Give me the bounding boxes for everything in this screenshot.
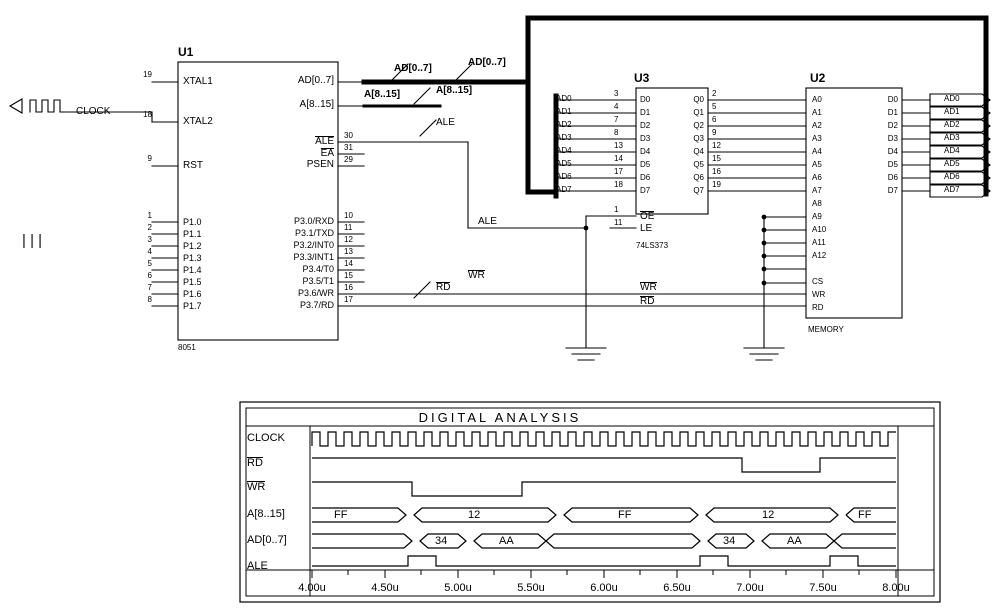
u1-pin-xtal1: XTAL1 bbox=[183, 76, 213, 87]
net-label-wr-2: WR bbox=[640, 282, 657, 293]
u3-pin-num-1: 1 bbox=[614, 205, 619, 214]
time-tick-8: 8.00u bbox=[882, 582, 910, 594]
u3-pin-num-17: 17 bbox=[614, 167, 623, 176]
u1-pin-num-31: 31 bbox=[344, 143, 353, 152]
u1-pin-p31: P3.1/TXD bbox=[294, 228, 334, 238]
u3-pin-num-4: 4 bbox=[614, 102, 619, 111]
u3-pin-le: LE bbox=[640, 223, 653, 234]
u2-pin-a11: A11 bbox=[812, 238, 826, 247]
u3-pin-d7: D7 bbox=[640, 186, 651, 195]
clock-source-label: CLOCK bbox=[76, 106, 111, 117]
net-label-ale-1: ALE bbox=[436, 117, 455, 128]
latch-net-ad5: AD5 bbox=[556, 159, 572, 168]
time-tick-1: 4.50u bbox=[371, 582, 399, 594]
u3-pin-num-15: 15 bbox=[712, 154, 721, 163]
latch-net-ad4: AD4 bbox=[556, 146, 572, 155]
u1-pin-p10: P1.0 bbox=[183, 217, 202, 227]
u2-pin-a6: A6 bbox=[812, 173, 822, 182]
u2-pin-d7: D7 bbox=[887, 186, 898, 195]
u1-pin-num-17: 17 bbox=[344, 295, 353, 304]
time-tick-0: 4.00u bbox=[298, 582, 326, 594]
latch-net-ad3: AD3 bbox=[556, 133, 572, 142]
u1-pin-num-6: 6 bbox=[147, 271, 152, 280]
net-label-ad-1: AD[0..7] bbox=[394, 63, 432, 74]
u3-pin-num-7: 7 bbox=[614, 115, 619, 124]
u1-part: 8051 bbox=[178, 343, 196, 352]
digital-analysis-panel bbox=[240, 402, 940, 602]
u1-pin-p33: P3.3/INT1 bbox=[293, 252, 334, 262]
u3-pin-q3: Q3 bbox=[693, 134, 704, 143]
watermark-bars: | | | bbox=[22, 232, 43, 249]
u3-pin-d6: D6 bbox=[640, 173, 651, 182]
u1-pin-ad07: AD[0..7] bbox=[297, 75, 334, 86]
u2-pin-a7: A7 bbox=[812, 186, 822, 195]
time-tick-6: 7.00u bbox=[736, 582, 764, 594]
net-label-rd-1: RD bbox=[436, 282, 451, 293]
u1-pin-num-16: 16 bbox=[344, 283, 353, 292]
latch-net-ad0: AD0 bbox=[556, 94, 572, 103]
u3-pin-d5: D5 bbox=[640, 160, 651, 169]
net-label-a-2: A[8..15] bbox=[436, 85, 473, 96]
u1-pin-p37: P3.7/RD bbox=[299, 300, 334, 310]
u2-pin-a9: A9 bbox=[812, 212, 822, 221]
u1-pin-ale: ALE bbox=[315, 136, 334, 147]
u1-pin-p30: P3.0/RXD bbox=[293, 216, 334, 226]
u3-pin-q1: Q1 bbox=[693, 108, 704, 117]
u1-pin-p17: P1.7 bbox=[183, 301, 202, 311]
time-tick-3: 5.50u bbox=[517, 582, 545, 594]
time-tick-7: 7.50u bbox=[809, 582, 837, 594]
mem-net-ad2: AD2 bbox=[944, 120, 960, 129]
net-label-a-1: A[8..15] bbox=[364, 89, 401, 100]
bus-value-ad-1: AA bbox=[499, 535, 514, 547]
bus-value-a-3: 12 bbox=[762, 509, 775, 521]
u2-pin-a4: A4 bbox=[812, 147, 822, 156]
u1-pin-num-10: 10 bbox=[344, 211, 353, 220]
u3-pin-num-6: 6 bbox=[712, 115, 717, 124]
u3-part: 74LS373 bbox=[636, 241, 669, 250]
u1-pin-num-12: 12 bbox=[344, 235, 353, 244]
u3-pin-num-14: 14 bbox=[614, 154, 623, 163]
net-label-ale-2: ALE bbox=[478, 216, 497, 227]
wave-label-clock: CLOCK bbox=[247, 432, 285, 444]
net-label-rd-2: RD bbox=[640, 296, 655, 307]
u1-pin-xtal2: XTAL2 bbox=[183, 116, 213, 127]
latch-net-ad7: AD7 bbox=[556, 185, 572, 194]
u1-pin-num-7: 7 bbox=[147, 283, 152, 292]
u2-pin-d0: D0 bbox=[887, 95, 898, 104]
bus-value-ad-0: 34 bbox=[435, 535, 448, 547]
u3-pin-num-3: 3 bbox=[614, 89, 619, 98]
mem-net-ad3: AD3 bbox=[944, 133, 960, 142]
u1-pin-num-14: 14 bbox=[344, 259, 353, 268]
u1-pin-num-19: 19 bbox=[143, 70, 152, 79]
u3-pin-d3: D3 bbox=[640, 134, 651, 143]
bus-value-ad-3: AA bbox=[787, 535, 802, 547]
time-tick-4: 6.00u bbox=[590, 582, 618, 594]
u1-pin-num-1: 1 bbox=[147, 211, 152, 220]
u2-pin-d4: D4 bbox=[887, 147, 898, 156]
u3-pin-oe: OE bbox=[640, 211, 655, 222]
time-tick-2: 5.00u bbox=[444, 582, 472, 594]
bus-value-a-2: FF bbox=[618, 509, 632, 521]
mem-net-ad4: AD4 bbox=[944, 146, 960, 155]
u1-pin-p36: P3.6/WR bbox=[297, 288, 334, 298]
u1-pin-num-2: 2 bbox=[147, 223, 152, 232]
u2-pin-cs: CS bbox=[812, 277, 824, 286]
u3-pin-d0: D0 bbox=[640, 95, 651, 104]
latch-net-ad1: AD1 bbox=[556, 107, 572, 116]
u3-pin-q2: Q2 bbox=[693, 121, 704, 130]
latch-net-ad2: AD2 bbox=[556, 120, 572, 129]
u3-pin-d2: D2 bbox=[640, 121, 651, 130]
u1-pin-num-3: 3 bbox=[147, 235, 152, 244]
net-label-wr-1: WR bbox=[468, 270, 485, 281]
u3-pin-num-2: 2 bbox=[712, 89, 717, 98]
u1-pin-p14: P1.4 bbox=[183, 265, 202, 275]
u1-pin-a815: A[8..15] bbox=[299, 99, 334, 110]
u1-pin-num-11: 11 bbox=[344, 223, 353, 232]
u1-pin-p35: P3.5/T1 bbox=[302, 276, 334, 286]
bus-value-a-4: FF bbox=[858, 509, 872, 521]
u2-ref: U2 bbox=[810, 71, 826, 85]
u3-pin-num-5: 5 bbox=[712, 102, 717, 111]
u2-pin-a3: A3 bbox=[812, 134, 822, 143]
latch-net-ad6: AD6 bbox=[556, 172, 572, 181]
u1-pin-num-15: 15 bbox=[344, 271, 353, 280]
u1-pin-ea: EA bbox=[320, 148, 334, 159]
mem-net-ad7: AD7 bbox=[944, 185, 960, 194]
u3-pin-num-11: 11 bbox=[614, 218, 623, 227]
u1-pin-num-30: 30 bbox=[344, 131, 353, 140]
u1-pin-p12: P1.2 bbox=[183, 241, 202, 251]
u1-pin-num-29: 29 bbox=[344, 155, 353, 164]
u2-pin-a1: A1 bbox=[812, 108, 822, 117]
mem-net-ad6: AD6 bbox=[944, 172, 960, 181]
net-label-ad-2: AD[0..7] bbox=[468, 57, 506, 68]
u3-pin-num-19: 19 bbox=[712, 180, 721, 189]
wave-label-ad07: AD[0..7] bbox=[247, 534, 287, 546]
u1-pin-p32: P3.2/INT0 bbox=[293, 240, 334, 250]
u2-pin-a10: A10 bbox=[812, 225, 827, 234]
u2-pin-a0: A0 bbox=[812, 95, 822, 104]
u2-pin-wr: WR bbox=[812, 290, 826, 299]
u3-pin-num-16: 16 bbox=[712, 167, 721, 176]
u1-pin-num-9: 9 bbox=[147, 154, 152, 163]
u1-pin-p11: P1.1 bbox=[183, 229, 202, 239]
u3-pin-num-8: 8 bbox=[614, 128, 619, 137]
u1-pin-num-5: 5 bbox=[147, 259, 152, 268]
u2-pin-d3: D3 bbox=[887, 134, 898, 143]
u3-pin-q6: Q6 bbox=[693, 173, 704, 182]
u2-pin-a12: A12 bbox=[812, 251, 827, 260]
wave-label-rd: RD bbox=[247, 457, 263, 469]
u2-pin-d5: D5 bbox=[887, 160, 898, 169]
u2-pin-rd: RD bbox=[812, 303, 824, 312]
bus-value-a-1: 12 bbox=[468, 509, 481, 521]
u1-pin-num-8: 8 bbox=[147, 295, 152, 304]
u1-pin-num-13: 13 bbox=[344, 247, 353, 256]
mem-net-ad0: AD0 bbox=[944, 94, 960, 103]
u3-pin-q0: Q0 bbox=[693, 95, 704, 104]
u1-pin-p15: P1.5 bbox=[183, 277, 202, 287]
u3-pin-num-18: 18 bbox=[614, 180, 623, 189]
u3-pin-q7: Q7 bbox=[693, 186, 704, 195]
u3-pin-q4: Q4 bbox=[693, 147, 704, 156]
wave-label-wr: WR bbox=[247, 481, 266, 493]
u1-ref: U1 bbox=[178, 45, 194, 59]
u3-pin-d4: D4 bbox=[640, 147, 651, 156]
u3-pin-d1: D1 bbox=[640, 108, 651, 117]
u3-pin-num-13: 13 bbox=[614, 141, 623, 150]
bus-value-a-0: FF bbox=[334, 509, 348, 521]
u1-pin-num-18: 18 bbox=[143, 110, 152, 119]
u3-pin-num-12: 12 bbox=[712, 141, 721, 150]
time-tick-5: 6.50u bbox=[663, 582, 691, 594]
u1-pin-num-4: 4 bbox=[147, 247, 152, 256]
analysis-title: DIGITAL ANALYSIS bbox=[418, 410, 582, 425]
u3-pin-q5: Q5 bbox=[693, 160, 704, 169]
u1-pin-p16: P1.6 bbox=[183, 289, 202, 299]
mem-net-ad5: AD5 bbox=[944, 159, 960, 168]
u2-pin-d6: D6 bbox=[887, 173, 898, 182]
u2-pin-d2: D2 bbox=[887, 121, 898, 130]
bus-value-ad-2: 34 bbox=[723, 535, 736, 547]
u3-ref: U3 bbox=[634, 71, 650, 85]
wave-label-a815: A[8..15] bbox=[247, 508, 285, 520]
wave-label-ale: ALE bbox=[247, 560, 268, 572]
u1-pin-psen: PSEN bbox=[306, 159, 334, 170]
u1-pin-p13: P1.3 bbox=[183, 253, 202, 263]
u2-pin-a5: A5 bbox=[812, 160, 822, 169]
u1-pin-rst: RST bbox=[183, 160, 203, 171]
u2-part: MEMORY bbox=[808, 325, 844, 334]
u2-pin-a8: A8 bbox=[812, 199, 822, 208]
u3-pin-num-9: 9 bbox=[712, 128, 717, 137]
u2-pin-a2: A2 bbox=[812, 121, 822, 130]
u2-pin-d1: D1 bbox=[887, 108, 898, 117]
mem-net-ad1: AD1 bbox=[944, 107, 960, 116]
u1-pin-p34: P3.4/T0 bbox=[302, 264, 334, 274]
